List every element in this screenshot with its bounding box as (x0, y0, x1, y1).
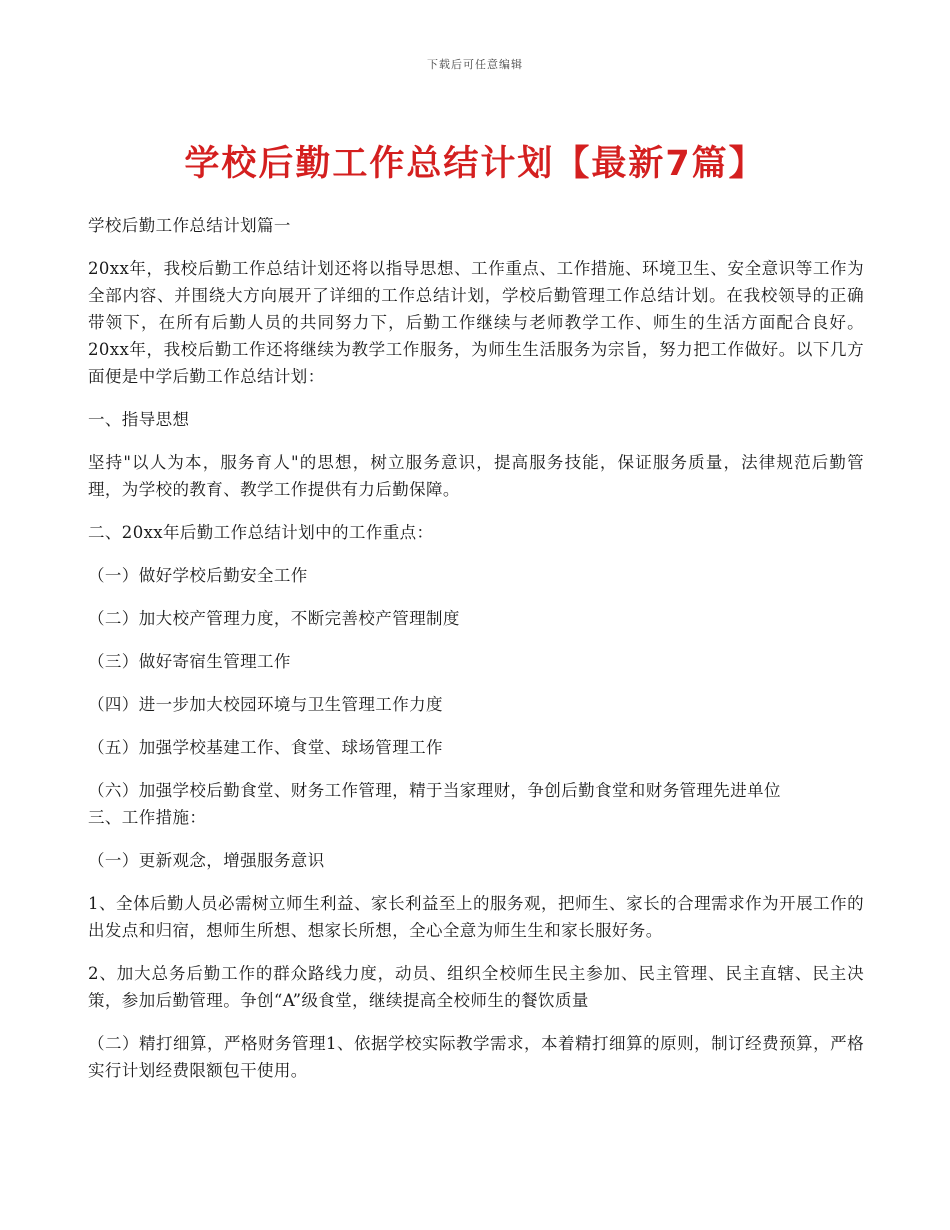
body-paragraph: 1、全体后勤人员必需树立师生利益、家长利益至上的服务观，把师生、家长的合理需求作为开展工作的出发点和归宿，想师生所想、想家长所想，全心全意为师生生和家长服好务。 (88, 894, 864, 940)
list-item: （二）加大校产管理力度，不断完善校产管理制度 (88, 609, 460, 628)
document-title: 学校后勤工作总结计划【最新7篇】 (184, 144, 766, 184)
document-body (88, 212, 864, 1100)
list-item: （五）加强学校基建工作、食堂、球场管理工作 (88, 738, 443, 757)
body-paragraph: 坚持"以人为本，服务育人"的思想，树立服务意识，提高服务技能，保证服务质量，法律规范后勤管理，为学校的教育、教学工作提供有力后勤保障。 (88, 453, 864, 499)
list-item: （一）更新观念，增强服务意识 (88, 851, 325, 870)
list-item: （六）加强学校后勤食堂、财务工作管理，精于当家理财，争创后勤食堂和财务管理先进单位 (88, 781, 781, 800)
list-item: （三）做好寄宿生管理工作 (88, 652, 291, 671)
page-header: 下载后可任意编辑 (427, 58, 523, 71)
list-item: （一）做好学校后勤安全工作 (88, 566, 308, 585)
section-heading: 一、指导思想 (88, 410, 190, 429)
list-item: （四）进一步加大校园环境与卫生管理工作力度 (88, 695, 443, 714)
section-heading: 学校后勤工作总结计划篇一 (88, 216, 291, 235)
body-paragraph: （二）精打细算，严格财务管理1、依据学校实际教学需求，本着精打细算的原则，制订经费预算，严格实行计划经费限额包干使用。 (88, 1034, 864, 1080)
section-heading: 三、工作措施： (88, 808, 207, 827)
body-paragraph: 2、加大总务后勤工作的群众路线力度，动员、组织全校师生民主参加、民主管理、民主直辖、民主决策，参加后勤管理。争创“A”级食堂，继续提高全校师生的餐饮质量 (88, 964, 864, 1010)
body-paragraph: 20xx年，我校后勤工作总结计划还将以指导思想、工作重点、工作措施、环境卫生、安全意识等工作为全部内容、并围绕大方向展开了详细的工作总结计划，学校后勤管理工作总结计划。在我校领导的正确带领下，在所有后勤人员的共同努力下，后勤工作继续与老师教学工作、师生的生活方面配合良好。20xx年，我校后勤工作还将继续为教学工作服务，为师生生活服务为宗旨，努力把工作做好。以下几方面便是中学后勤工作总结计划： (88, 259, 864, 386)
section-heading: 二、20xx年后勤工作总结计划中的工作重点： (88, 523, 434, 542)
